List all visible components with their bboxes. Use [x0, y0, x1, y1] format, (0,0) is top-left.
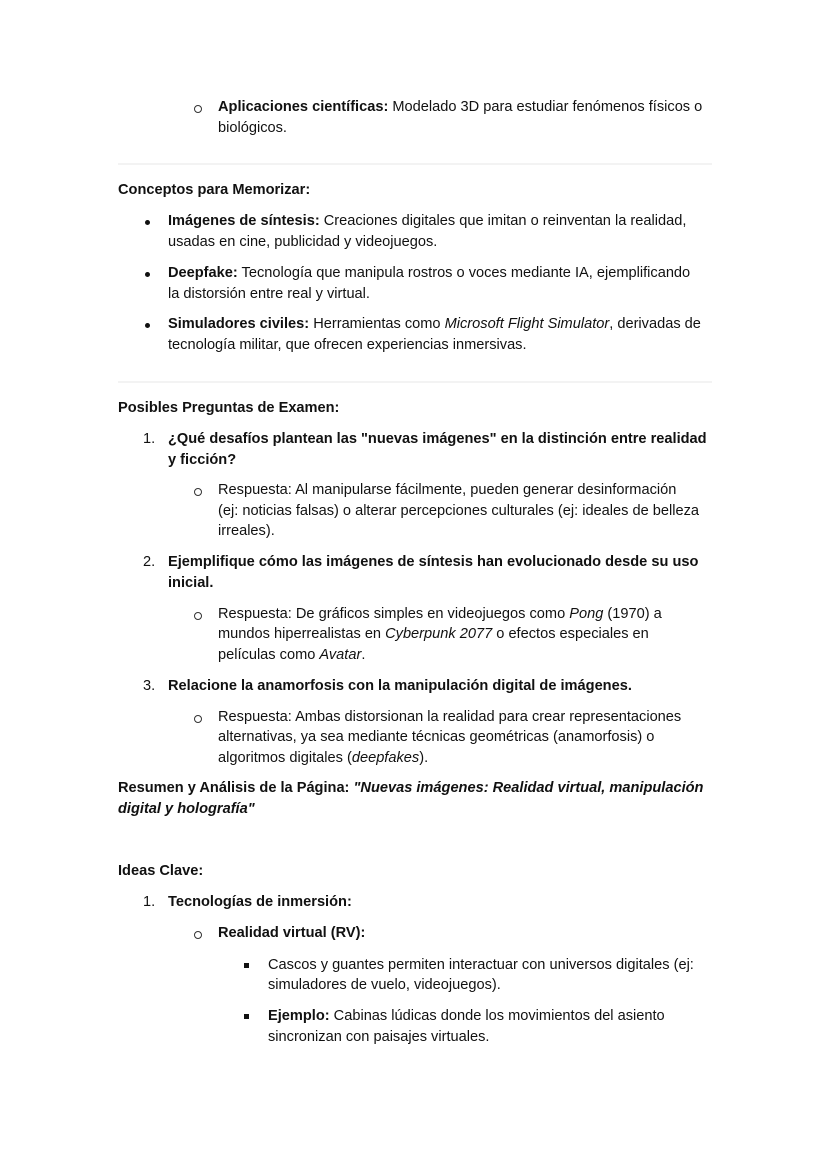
section-title: [118, 778, 703, 799]
answer-italic: deepfakes: [351, 750, 420, 766]
section-heading: Conceptos para Memorizar:: [118, 182, 311, 198]
answer-text: alternativas, ya sea mediante técnicas geométricas (anamorfosis) o: [218, 729, 655, 745]
list-item-continuation: tecnología militar, que ofrecen experiencias inmersivas.: [168, 337, 527, 353]
list-item: [218, 97, 702, 118]
list-number: 2.: [143, 554, 156, 570]
list-item: Tecnologías de inmersión:: [168, 894, 352, 910]
point-text: [268, 1006, 665, 1027]
title-label: Resumen y Análisis de la Página:: [118, 780, 354, 796]
list-item: [168, 314, 701, 335]
item-label: Imágenes de síntesis:: [168, 213, 320, 229]
list-item-continuation: usadas en cine, publicidad y videojuegos.: [168, 234, 438, 250]
item-text: Creaciones digitales que imitan o reinventan la realidad,: [319, 213, 687, 229]
answer-text: [218, 624, 649, 645]
title-italic: "Nuevas imágenes: Realidad virtual, manipulación: [353, 780, 704, 796]
question-text: inicial.: [168, 575, 214, 591]
question-text: y ficción?: [168, 452, 237, 468]
item-text: , derivadas de: [609, 316, 701, 332]
circle-bullet-icon: [194, 931, 202, 939]
point-text: simuladores de vuelo, videojuegos).: [268, 977, 501, 993]
bullet-icon: [145, 323, 150, 328]
sub-item: Realidad virtual (RV):: [218, 925, 366, 941]
circle-bullet-icon: [194, 715, 202, 723]
answer-italic: Cyberpunk 2077: [385, 626, 493, 642]
answer-text: Respuesta: Ambas distorsionan la realidad para crear representaciones: [218, 709, 682, 725]
answer-fragment: Respuesta: De gráficos simples en videojuegos como: [218, 606, 570, 622]
point-text: Cascos y guantes permiten interactuar con universos digitales (ej:: [268, 957, 694, 973]
bullet-icon: [145, 272, 150, 277]
question-text: Ejemplifique cómo las imágenes de síntesis han evolucionado desde su uso: [168, 554, 699, 570]
answer-text: [218, 604, 662, 625]
answer-text: Respuesta: Al manipularse fácilmente, pueden generar desinformación: [218, 482, 677, 498]
list-item-continuation: la distorsión entre real y virtual.: [168, 286, 370, 302]
circle-bullet-icon: [194, 105, 202, 113]
item-text: Herramientas como: [309, 316, 445, 332]
answer-text: [218, 645, 365, 666]
answer-fragment: (1970) a: [603, 606, 662, 622]
answer-italic: Pong: [569, 606, 604, 622]
list-number: 1.: [143, 431, 156, 447]
list-number: 1.: [143, 894, 156, 910]
square-bullet-icon: [244, 963, 249, 968]
answer-text: irreales).: [218, 523, 275, 539]
item-label: Deepfake:: [168, 265, 238, 281]
item-text: Tecnología que manipula rostros o voces mediante IA, ejemplificando: [237, 265, 691, 281]
list-number: 3.: [143, 678, 156, 694]
list-item: [168, 211, 686, 232]
item-label: Aplicaciones científicas:: [218, 99, 389, 115]
question-text: ¿Qué desafíos plantean las "nuevas imágenes" en la distinción entre realidad: [168, 431, 707, 447]
section-heading: Posibles Preguntas de Examen:: [118, 400, 340, 416]
list-item: [168, 263, 690, 284]
item-text: Modelado 3D para estudiar fenómenos físicos o: [388, 99, 703, 115]
item-text-italic: Microsoft Flight Simulator: [444, 316, 610, 332]
point-text: sincronizan con paisajes virtuales.: [268, 1029, 490, 1045]
answer-fragment: ).: [419, 750, 429, 766]
answer-fragment: algoritmos digitales (: [218, 750, 352, 766]
point-label: Ejemplo:: [268, 1008, 330, 1024]
list-item-continuation: biológicos.: [218, 120, 287, 136]
point-fragment: Cabinas lúdicas donde los movimientos del asiento: [329, 1008, 665, 1024]
divider: [118, 163, 712, 165]
answer-fragment: o efectos especiales en: [492, 626, 649, 642]
answer-text: (ej: noticias falsas) o alterar percepciones culturales (ej: ideales de belleza: [218, 503, 700, 519]
divider: [118, 381, 712, 383]
circle-bullet-icon: [194, 612, 202, 620]
bullet-icon: [145, 220, 150, 225]
item-label: Simuladores civiles:: [168, 316, 310, 332]
title-italic: digital y holografía": [118, 801, 255, 817]
answer-text: [218, 748, 428, 769]
answer-italic: Avatar: [319, 647, 362, 663]
answer-fragment: mundos hiperrealistas en: [218, 626, 386, 642]
answer-fragment: películas como: [218, 647, 320, 663]
section-title-continuation: [118, 799, 255, 820]
section-heading: Ideas Clave:: [118, 863, 204, 879]
answer-fragment: .: [361, 647, 366, 663]
circle-bullet-icon: [194, 488, 202, 496]
square-bullet-icon: [244, 1014, 249, 1019]
question-text: Relacione la anamorfosis con la manipulación digital de imágenes.: [168, 678, 632, 694]
